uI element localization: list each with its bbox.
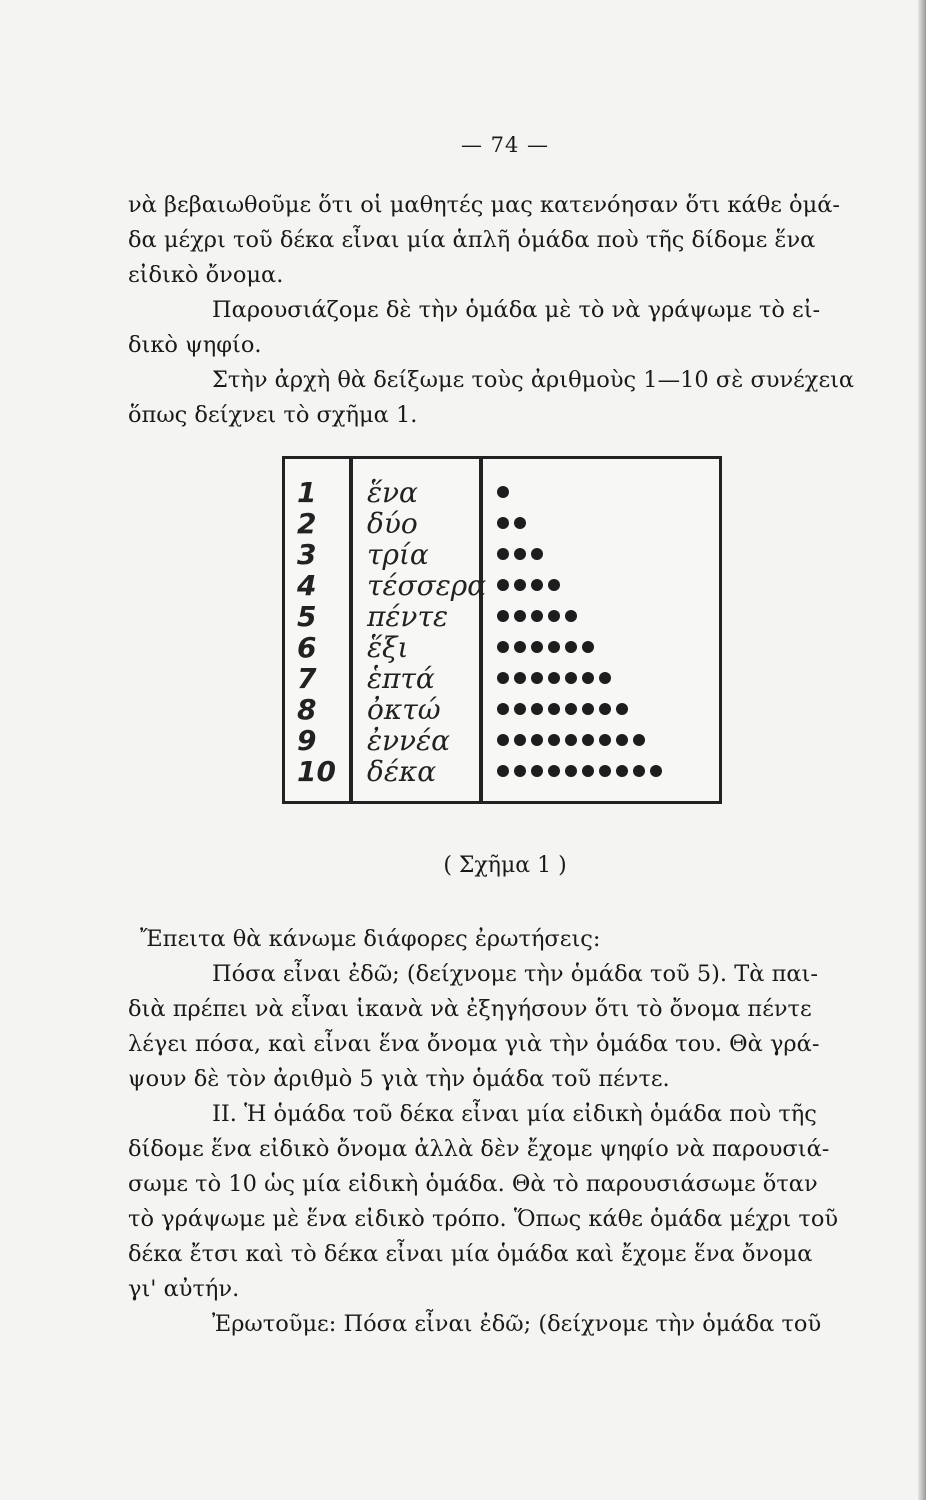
text-line: ὅπως δείχνει τὸ σχῆμα 1. (128, 402, 418, 428)
counting-dot (531, 579, 543, 591)
number-word: ὀκτώ (367, 692, 441, 726)
dots-column (483, 459, 719, 801)
counting-dot (531, 548, 543, 560)
figure-row-word (353, 663, 479, 694)
counting-dot (497, 517, 509, 529)
figure-row-digit (285, 663, 349, 694)
counting-dot (497, 672, 509, 684)
counting-dot (497, 486, 509, 498)
figure-row-digit (285, 632, 349, 663)
number-word: τέσσερα (367, 568, 487, 602)
figure-row-dots (483, 601, 733, 632)
figure-row-digit (285, 570, 349, 601)
text-line: Ἔπειτα θὰ κάνωμε διάφορες ἐρωτήσεις: (140, 926, 601, 952)
number-word: δέκα (367, 754, 437, 788)
digit-label: 5 (297, 599, 317, 633)
counting-dot (497, 579, 509, 591)
counting-dot (514, 672, 526, 684)
number-word: ἑπτά (367, 661, 435, 695)
number-word: ἐννέα (367, 723, 451, 757)
counting-dot (514, 548, 526, 560)
text-line: εἰδικὸ ὄνομα. (128, 262, 284, 288)
counting-dot (514, 734, 526, 746)
counting-dot (582, 703, 594, 715)
text-line: Στὴν ἀρχὴ θὰ δείξωμε τοὺς ἀριθμοὺς 1—10 σὲ συνέχεια (212, 367, 855, 393)
text-line: δικὸ ψηφίο. (128, 332, 262, 358)
figure-row-word (353, 568, 487, 602)
digit-label: 6 (297, 630, 317, 664)
digit-label: 9 (297, 723, 317, 757)
counting-dot (650, 765, 662, 777)
counting-dot (599, 703, 611, 715)
counting-dot (616, 703, 628, 715)
text-line: Ἐρωτοῦμε: Πόσα εἶναι ἐδῶ; (δείχνομε τὴν ὁμάδα τοῦ (212, 1311, 822, 1337)
counting-dot (582, 641, 594, 653)
text-line: δέκα ἔτσι καὶ τὸ δέκα εἶναι μία ὁμάδα καὶ ἔχομε ἕνα ὄνομα (128, 1241, 813, 1267)
counting-dot (599, 672, 611, 684)
counting-dot (548, 610, 560, 622)
figure-row-dots (483, 477, 733, 508)
text-line: τὸ γράψωμε μὲ ἕνα εἰδικὸ τρόπο. Ὅπως κάθε ὁμάδα μέχρι τοῦ (128, 1206, 839, 1232)
figure-row-digit (285, 508, 349, 539)
figure-row-word (353, 477, 479, 508)
counting-dot (565, 672, 577, 684)
figure-row-digit (285, 477, 349, 508)
figure-row-word (353, 508, 479, 539)
counting-dot (548, 672, 560, 684)
figure-row-digit (285, 601, 349, 632)
text-line: ψουν δὲ τὸν ἀριθμὸ 5 γιὰ τὴν ὁμάδα τοῦ πέντε. (128, 1066, 670, 1092)
digit-label: 10 (297, 754, 336, 788)
counting-dot (565, 703, 577, 715)
counting-dot (582, 734, 594, 746)
counting-dot (514, 641, 526, 653)
counting-dot (514, 610, 526, 622)
text-line: λέγει πόσα, καὶ εἶναι ἕνα ὄνομα γιὰ τὴν ὁμάδα του. Θὰ γρά- (128, 1031, 820, 1057)
counting-dot (497, 548, 509, 560)
figure-row-dots (483, 725, 733, 756)
page-number: — 74 — (460, 133, 550, 157)
counting-dot (633, 734, 645, 746)
text-line: Πόσα εἶναι ἐδῶ; (δείχνομε τὴν ὁμάδα τοῦ 5). Τὰ παι- (212, 961, 818, 987)
digit-label: 8 (297, 692, 317, 726)
digits-column (285, 459, 353, 801)
counting-dot (565, 610, 577, 622)
counting-dot (531, 703, 543, 715)
number-word: τρία (367, 537, 429, 571)
digit-label: 7 (297, 661, 317, 695)
counting-dot (497, 703, 509, 715)
counting-dot (531, 672, 543, 684)
counting-dot (565, 641, 577, 653)
counting-dot (616, 765, 628, 777)
text-line: σωμε τὸ 10 ὡς μία εἰδικὴ ὁμάδα. Θὰ τὸ παρουσιάσωμε ὅταν (128, 1171, 818, 1197)
counting-dot (514, 703, 526, 715)
digit-label: 3 (297, 537, 317, 571)
counting-dot (548, 579, 560, 591)
counting-dot (548, 641, 560, 653)
figure-row-word (353, 694, 479, 725)
counting-dot (531, 641, 543, 653)
counting-dot (497, 734, 509, 746)
counting-dot (548, 703, 560, 715)
figure-row-dots (483, 663, 733, 694)
counting-dot (531, 610, 543, 622)
counting-dot (514, 579, 526, 591)
figure-row-digit (285, 539, 349, 570)
counting-dot (565, 734, 577, 746)
counting-dot (548, 734, 560, 746)
figure-row-word (353, 756, 479, 787)
figure-row-word (353, 601, 479, 632)
digit-label: 2 (297, 506, 317, 540)
counting-dot (582, 765, 594, 777)
figure-caption: ( Σχῆμα 1 ) (443, 853, 567, 878)
counting-dot (599, 765, 611, 777)
text-line: διὰ πρέπει νὰ εἶναι ἱκανὰ νὰ ἐξηγήσουν ὅτι τὸ ὄνομα πέντε (128, 996, 812, 1022)
counting-dot (514, 517, 526, 529)
text-line: II. Ἡ ὁμάδα τοῦ δέκα εἶναι μία εἰδικὴ ὁμάδα ποὺ τῆς (212, 1101, 817, 1127)
counting-dot (497, 610, 509, 622)
counting-dot (633, 765, 645, 777)
counting-dot (531, 765, 543, 777)
figure-row-dots (483, 508, 733, 539)
digit-label: 4 (297, 568, 317, 602)
text-line: νὰ βεβαιωθοῦμε ὅτι οἱ μαθητές μας κατενόησαν ὅτι κάθε ὁμά- (128, 192, 841, 218)
counting-dot (514, 765, 526, 777)
paragraph-questions (128, 922, 893, 1342)
text-line: δα μέχρι τοῦ δέκα εἶναι μία ἁπλῆ ὁμάδα ποὺ τῆς δίδομε ἕνα (128, 227, 816, 253)
figure-row-dots (483, 539, 733, 570)
figure-row-digit (285, 725, 349, 756)
counting-dot (548, 765, 560, 777)
number-word: ἕξι (367, 630, 409, 664)
figure-row-word (353, 725, 479, 756)
counting-dot (599, 734, 611, 746)
counting-dot (616, 734, 628, 746)
figure-row-dots (483, 756, 733, 787)
figure-row-digit (285, 756, 349, 787)
figure-row-dots (483, 694, 733, 725)
text-line: δίδομε ἕνα εἰδικὸ ὄνομα ἀλλὰ δὲν ἔχομε ψηφίο νὰ παρουσιά- (128, 1136, 830, 1162)
text-line: Παρουσιάζομε δὲ τὴν ὁμάδα μὲ τὸ νὰ γράψωμε τὸ εἰ- (212, 297, 821, 323)
figure-row-word (353, 632, 479, 663)
figure-row-word (353, 539, 479, 570)
digit-label: 1 (297, 475, 317, 509)
number-word: πέντε (367, 599, 448, 633)
figure-row-dots (483, 632, 733, 663)
page-edge-shadow (918, 0, 926, 1500)
words-column (353, 459, 487, 801)
counting-dot (497, 641, 509, 653)
figure-row-digit (285, 694, 349, 725)
counting-dot (497, 765, 509, 777)
figure-1-number-table (282, 456, 722, 804)
paragraph-intro (128, 188, 893, 433)
figure-row-dots (483, 570, 733, 601)
number-word: ἕνα (367, 475, 418, 509)
number-word: δύο (367, 506, 418, 540)
counting-dot (565, 765, 577, 777)
counting-dot (531, 734, 543, 746)
counting-dot (582, 672, 594, 684)
text-line: γι' αὐτήν. (128, 1276, 240, 1302)
